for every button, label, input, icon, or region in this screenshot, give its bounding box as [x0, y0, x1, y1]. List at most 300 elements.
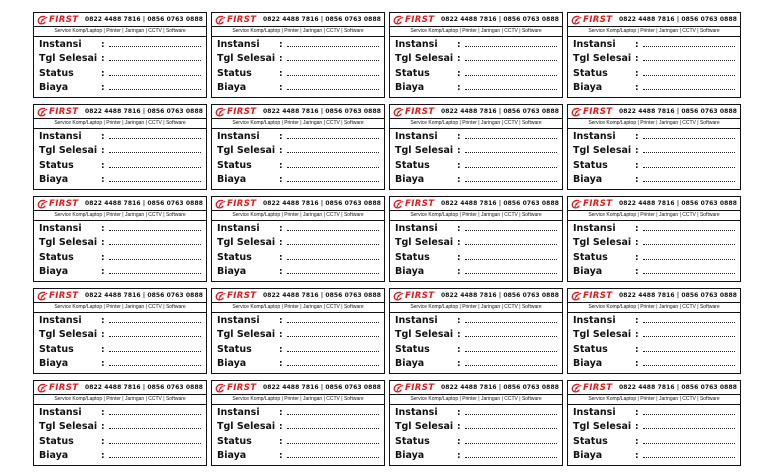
brand-name: FIRST — [49, 106, 79, 117]
field-colon: : — [635, 238, 639, 249]
service-label — [33, 104, 207, 190]
field-row-tgl-selesai — [39, 236, 201, 250]
field-row-tgl-selesai — [573, 328, 735, 342]
field-colon: : — [101, 266, 105, 277]
fill-in-line — [109, 144, 201, 153]
field-row-status — [217, 435, 379, 449]
fill-in-line — [287, 265, 379, 274]
brand-logo — [215, 15, 256, 25]
service-label — [389, 104, 563, 190]
field-label-status: Status — [573, 343, 608, 355]
field-label-instansi: Instansi — [573, 223, 616, 235]
phone-numbers: 0822 4488 7816 | 0856 0763 0888 — [440, 384, 559, 391]
fill-in-line — [465, 222, 557, 231]
label-header — [390, 381, 562, 394]
service-label — [211, 196, 385, 282]
service-label — [389, 380, 563, 466]
field-row-status — [573, 251, 735, 265]
field-colon: : — [101, 160, 105, 171]
field-colon: : — [457, 238, 461, 249]
fill-in-line — [643, 144, 735, 153]
brand-name: FIRST — [227, 198, 257, 209]
field-colon: : — [101, 132, 105, 143]
field-colon: : — [279, 54, 283, 65]
service-label — [567, 288, 741, 374]
field-label-instansi: Instansi — [573, 39, 616, 51]
label-header — [34, 381, 206, 394]
services-line: Service Komp/Laptop | Printer | Jaringan | CCTV | Software — [34, 210, 206, 221]
field-label-status: Status — [573, 251, 608, 263]
phone-numbers: 0822 4488 7816 | 0856 0763 0888 — [618, 200, 737, 207]
brand-name: FIRST — [583, 290, 613, 301]
label-header — [568, 105, 740, 118]
field-label-biaya: Biaya — [573, 265, 603, 277]
phone-numbers: 0822 4488 7816 | 0856 0763 0888 — [618, 292, 737, 299]
field-row-status — [395, 67, 557, 81]
field-label-tgl-selesai: Tgl Selesai — [217, 53, 276, 65]
field-colon: : — [457, 408, 461, 419]
fill-in-line — [287, 67, 379, 76]
field-colon: : — [635, 40, 639, 51]
field-row-biaya — [217, 81, 379, 95]
brand-logo — [393, 383, 434, 393]
field-label-biaya: Biaya — [573, 81, 603, 93]
services-line: Service Komp/Laptop | Printer | Jaringan | CCTV | Software — [568, 394, 740, 405]
field-label-tgl-selesai: Tgl Selesai — [395, 329, 454, 341]
fill-in-line — [643, 251, 735, 260]
service-label — [567, 12, 741, 98]
fill-in-line — [465, 406, 557, 415]
first-logo-swirl-icon — [215, 383, 226, 393]
field-row-instansi — [217, 38, 379, 52]
first-logo-swirl-icon — [37, 15, 48, 25]
fill-in-line — [109, 449, 201, 458]
phone-numbers: 0822 4488 7816 | 0856 0763 0888 — [262, 292, 381, 299]
fill-in-line — [465, 173, 557, 182]
field-row-biaya — [39, 81, 201, 95]
label-header — [568, 289, 740, 302]
field-label-tgl-selesai: Tgl Selesai — [39, 53, 98, 65]
field-label-status: Status — [217, 159, 252, 171]
field-colon: : — [279, 238, 283, 249]
field-label-status: Status — [217, 435, 252, 447]
field-colon: : — [457, 330, 461, 341]
services-line: Service Komp/Laptop | Printer | Jaringan | CCTV | Software — [34, 26, 206, 37]
field-row-instansi — [395, 406, 557, 420]
field-colon: : — [279, 358, 283, 369]
field-row-tgl-selesai — [395, 236, 557, 250]
field-row-biaya — [39, 265, 201, 279]
label-header — [34, 105, 206, 118]
fill-in-line — [109, 251, 201, 260]
first-logo-swirl-icon — [571, 107, 582, 117]
phone-numbers: 0822 4488 7816 | 0856 0763 0888 — [84, 200, 203, 207]
label-fields — [34, 129, 206, 189]
field-colon: : — [635, 68, 639, 79]
field-colon: : — [635, 358, 639, 369]
field-colon: : — [101, 82, 105, 93]
field-label-tgl-selesai: Tgl Selesai — [395, 53, 454, 65]
field-label-status: Status — [217, 251, 252, 263]
field-colon: : — [279, 224, 283, 235]
field-label-tgl-selesai: Tgl Selesai — [395, 421, 454, 433]
service-label — [211, 288, 385, 374]
phone-numbers: 0822 4488 7816 | 0856 0763 0888 — [618, 384, 737, 391]
fill-in-line — [465, 81, 557, 90]
services-line: Service Komp/Laptop | Printer | Jaringan | CCTV | Software — [212, 302, 384, 313]
field-label-instansi: Instansi — [395, 407, 438, 419]
field-row-instansi — [395, 222, 557, 236]
label-fields — [568, 313, 740, 373]
fill-in-line — [643, 173, 735, 182]
field-label-biaya: Biaya — [573, 357, 603, 369]
field-colon: : — [279, 82, 283, 93]
label-header — [568, 381, 740, 394]
field-colon: : — [457, 160, 461, 171]
fill-in-line — [465, 314, 557, 323]
phone-numbers: 0822 4488 7816 | 0856 0763 0888 — [618, 108, 737, 115]
service-label — [33, 12, 207, 98]
field-colon: : — [101, 344, 105, 355]
field-label-instansi: Instansi — [39, 223, 82, 235]
field-label-instansi: Instansi — [573, 315, 616, 327]
field-colon: : — [279, 330, 283, 341]
field-colon: : — [635, 436, 639, 447]
brand-name: FIRST — [405, 290, 435, 301]
phone-numbers: 0822 4488 7816 | 0856 0763 0888 — [262, 200, 381, 207]
field-colon: : — [457, 358, 461, 369]
field-label-status: Status — [395, 67, 430, 79]
field-colon: : — [635, 160, 639, 171]
field-row-biaya — [217, 357, 379, 371]
first-logo-swirl-icon — [571, 291, 582, 301]
label-header — [34, 289, 206, 302]
field-colon: : — [635, 54, 639, 65]
fill-in-line — [287, 328, 379, 337]
field-row-status — [39, 343, 201, 357]
field-row-instansi — [573, 406, 735, 420]
field-row-instansi — [395, 130, 557, 144]
field-row-instansi — [395, 38, 557, 52]
field-row-status — [395, 435, 557, 449]
field-row-tgl-selesai — [573, 144, 735, 158]
field-row-tgl-selesai — [395, 52, 557, 66]
field-label-status: Status — [395, 251, 430, 263]
field-colon: : — [101, 54, 105, 65]
fill-in-line — [287, 420, 379, 429]
field-label-instansi: Instansi — [39, 315, 82, 327]
fill-in-line — [465, 38, 557, 47]
fill-in-line — [643, 81, 735, 90]
fill-in-line — [465, 159, 557, 168]
services-line: Service Komp/Laptop | Printer | Jaringan | CCTV | Software — [568, 118, 740, 129]
phone-numbers: 0822 4488 7816 | 0856 0763 0888 — [440, 200, 559, 207]
fill-in-line — [643, 449, 735, 458]
fill-in-line — [465, 52, 557, 61]
label-fields — [390, 405, 562, 465]
field-colon: : — [457, 174, 461, 185]
field-row-instansi — [39, 222, 201, 236]
fill-in-line — [109, 159, 201, 168]
fill-in-line — [287, 144, 379, 153]
field-row-status — [217, 251, 379, 265]
service-label — [33, 196, 207, 282]
brand-logo — [37, 107, 78, 117]
first-logo-swirl-icon — [37, 199, 48, 209]
field-colon: : — [457, 224, 461, 235]
service-label — [389, 196, 563, 282]
field-colon: : — [279, 252, 283, 263]
services-line: Service Komp/Laptop | Printer | Jaringan | CCTV | Software — [212, 26, 384, 37]
label-fields — [212, 405, 384, 465]
phone-numbers: 0822 4488 7816 | 0856 0763 0888 — [84, 384, 203, 391]
brand-name: FIRST — [405, 198, 435, 209]
field-colon: : — [101, 316, 105, 327]
field-row-status — [39, 159, 201, 173]
phone-numbers: 0822 4488 7816 | 0856 0763 0888 — [440, 292, 559, 299]
services-line: Service Komp/Laptop | Printer | Jaringan | CCTV | Software — [568, 26, 740, 37]
field-colon: : — [457, 132, 461, 143]
field-row-biaya — [573, 265, 735, 279]
field-row-status — [217, 343, 379, 357]
field-label-tgl-selesai: Tgl Selesai — [395, 145, 454, 157]
field-colon: : — [279, 316, 283, 327]
first-logo-swirl-icon — [393, 199, 404, 209]
fill-in-line — [643, 343, 735, 352]
field-row-instansi — [217, 314, 379, 328]
fill-in-line — [465, 67, 557, 76]
field-label-biaya: Biaya — [395, 265, 425, 277]
fill-in-line — [109, 236, 201, 245]
brand-logo — [393, 107, 434, 117]
service-label — [33, 380, 207, 466]
brand-logo — [393, 15, 434, 25]
service-label — [567, 380, 741, 466]
label-fields — [390, 221, 562, 281]
brand-name: FIRST — [583, 382, 613, 393]
field-row-biaya — [39, 449, 201, 463]
field-label-tgl-selesai: Tgl Selesai — [39, 329, 98, 341]
phone-numbers: 0822 4488 7816 | 0856 0763 0888 — [618, 16, 737, 23]
field-row-tgl-selesai — [217, 236, 379, 250]
services-line: Service Komp/Laptop | Printer | Jaringan | CCTV | Software — [212, 394, 384, 405]
brand-logo — [37, 199, 78, 209]
field-colon: : — [279, 174, 283, 185]
field-label-biaya: Biaya — [39, 265, 69, 277]
services-line: Service Komp/Laptop | Printer | Jaringan | CCTV | Software — [390, 210, 562, 221]
field-row-tgl-selesai — [573, 420, 735, 434]
brand-name: FIRST — [49, 198, 79, 209]
field-colon: : — [279, 68, 283, 79]
field-label-status: Status — [39, 343, 74, 355]
field-colon: : — [101, 422, 105, 433]
field-row-tgl-selesai — [217, 328, 379, 342]
phone-numbers: 0822 4488 7816 | 0856 0763 0888 — [262, 16, 381, 23]
field-row-biaya — [217, 265, 379, 279]
first-logo-swirl-icon — [215, 15, 226, 25]
brand-logo — [571, 199, 612, 209]
field-label-status: Status — [39, 67, 74, 79]
field-label-instansi: Instansi — [573, 407, 616, 419]
field-row-instansi — [217, 222, 379, 236]
field-row-instansi — [573, 38, 735, 52]
field-row-biaya — [395, 81, 557, 95]
fill-in-line — [287, 314, 379, 323]
field-colon: : — [635, 146, 639, 157]
fill-in-line — [109, 81, 201, 90]
fill-in-line — [287, 81, 379, 90]
fill-in-line — [643, 406, 735, 415]
field-colon: : — [457, 82, 461, 93]
field-label-tgl-selesai: Tgl Selesai — [573, 421, 632, 433]
services-line: Service Komp/Laptop | Printer | Jaringan | CCTV | Software — [212, 118, 384, 129]
field-label-biaya: Biaya — [395, 173, 425, 185]
field-colon: : — [635, 316, 639, 327]
field-colon: : — [457, 68, 461, 79]
fill-in-line — [287, 159, 379, 168]
field-colon: : — [635, 330, 639, 341]
label-header — [568, 13, 740, 26]
field-row-status — [217, 67, 379, 81]
field-label-biaya: Biaya — [395, 449, 425, 461]
fill-in-line — [287, 52, 379, 61]
field-colon: : — [457, 436, 461, 447]
fill-in-line — [287, 435, 379, 444]
field-row-tgl-selesai — [39, 52, 201, 66]
field-colon: : — [635, 252, 639, 263]
fill-in-line — [465, 328, 557, 337]
field-colon: : — [279, 266, 283, 277]
field-label-status: Status — [573, 67, 608, 79]
field-label-instansi: Instansi — [395, 315, 438, 327]
field-colon: : — [457, 266, 461, 277]
field-colon: : — [101, 40, 105, 51]
fill-in-line — [109, 67, 201, 76]
fill-in-line — [643, 265, 735, 274]
brand-logo — [571, 15, 612, 25]
fill-in-line — [287, 406, 379, 415]
field-colon: : — [635, 344, 639, 355]
brand-name: FIRST — [227, 382, 257, 393]
field-colon: : — [457, 316, 461, 327]
label-fields — [212, 313, 384, 373]
brand-logo — [37, 15, 78, 25]
brand-name: FIRST — [583, 106, 613, 117]
field-colon: : — [457, 54, 461, 65]
label-fields — [34, 405, 206, 465]
field-colon: : — [101, 358, 105, 369]
field-label-status: Status — [573, 435, 608, 447]
brand-logo — [37, 291, 78, 301]
field-row-biaya — [217, 449, 379, 463]
fill-in-line — [287, 130, 379, 139]
field-label-tgl-selesai: Tgl Selesai — [395, 237, 454, 249]
first-logo-swirl-icon — [37, 107, 48, 117]
fill-in-line — [109, 173, 201, 182]
fill-in-line — [287, 251, 379, 260]
field-row-tgl-selesai — [39, 144, 201, 158]
brand-name: FIRST — [227, 14, 257, 25]
field-label-instansi: Instansi — [217, 131, 260, 143]
field-row-instansi — [217, 130, 379, 144]
field-row-tgl-selesai — [395, 420, 557, 434]
brand-logo — [215, 107, 256, 117]
field-colon: : — [457, 252, 461, 263]
first-logo-swirl-icon — [37, 291, 48, 301]
field-label-tgl-selesai: Tgl Selesai — [39, 145, 98, 157]
field-row-status — [39, 435, 201, 449]
field-colon: : — [279, 132, 283, 143]
fill-in-line — [643, 222, 735, 231]
field-label-instansi: Instansi — [395, 39, 438, 51]
field-label-instansi: Instansi — [395, 223, 438, 235]
label-header — [212, 289, 384, 302]
brand-logo — [571, 383, 612, 393]
field-colon: : — [635, 82, 639, 93]
fill-in-line — [465, 130, 557, 139]
field-label-biaya: Biaya — [573, 449, 603, 461]
field-label-biaya: Biaya — [217, 173, 247, 185]
field-row-status — [573, 343, 735, 357]
field-colon: : — [279, 146, 283, 157]
field-label-instansi: Instansi — [395, 131, 438, 143]
field-row-instansi — [39, 130, 201, 144]
fill-in-line — [643, 52, 735, 61]
field-label-instansi: Instansi — [217, 223, 260, 235]
field-colon: : — [457, 450, 461, 461]
fill-in-line — [109, 406, 201, 415]
label-fields — [212, 37, 384, 97]
first-logo-swirl-icon — [215, 107, 226, 117]
brand-logo — [215, 383, 256, 393]
fill-in-line — [465, 357, 557, 366]
fill-in-line — [109, 328, 201, 337]
field-row-status — [39, 251, 201, 265]
field-colon: : — [101, 68, 105, 79]
fill-in-line — [465, 236, 557, 245]
field-colon: : — [101, 436, 105, 447]
field-label-biaya: Biaya — [39, 173, 69, 185]
field-row-instansi — [395, 314, 557, 328]
field-row-status — [39, 67, 201, 81]
field-row-tgl-selesai — [39, 420, 201, 434]
field-colon: : — [635, 132, 639, 143]
label-fields — [568, 129, 740, 189]
field-label-instansi: Instansi — [217, 407, 260, 419]
service-label — [567, 104, 741, 190]
fill-in-line — [287, 222, 379, 231]
fill-in-line — [287, 357, 379, 366]
label-header — [212, 381, 384, 394]
services-line: Service Komp/Laptop | Printer | Jaringan | CCTV | Software — [34, 394, 206, 405]
field-colon: : — [635, 408, 639, 419]
services-line: Service Komp/Laptop | Printer | Jaringan | CCTV | Software — [390, 118, 562, 129]
field-label-tgl-selesai: Tgl Selesai — [573, 237, 632, 249]
field-colon: : — [635, 450, 639, 461]
field-colon: : — [279, 436, 283, 447]
field-label-status: Status — [395, 435, 430, 447]
field-label-instansi: Instansi — [217, 315, 260, 327]
phone-numbers: 0822 4488 7816 | 0856 0763 0888 — [84, 108, 203, 115]
fill-in-line — [465, 343, 557, 352]
field-colon: : — [279, 344, 283, 355]
field-label-biaya: Biaya — [39, 81, 69, 93]
field-label-biaya: Biaya — [395, 81, 425, 93]
brand-logo — [215, 291, 256, 301]
label-fields — [212, 221, 384, 281]
field-colon: : — [635, 422, 639, 433]
field-row-biaya — [573, 357, 735, 371]
